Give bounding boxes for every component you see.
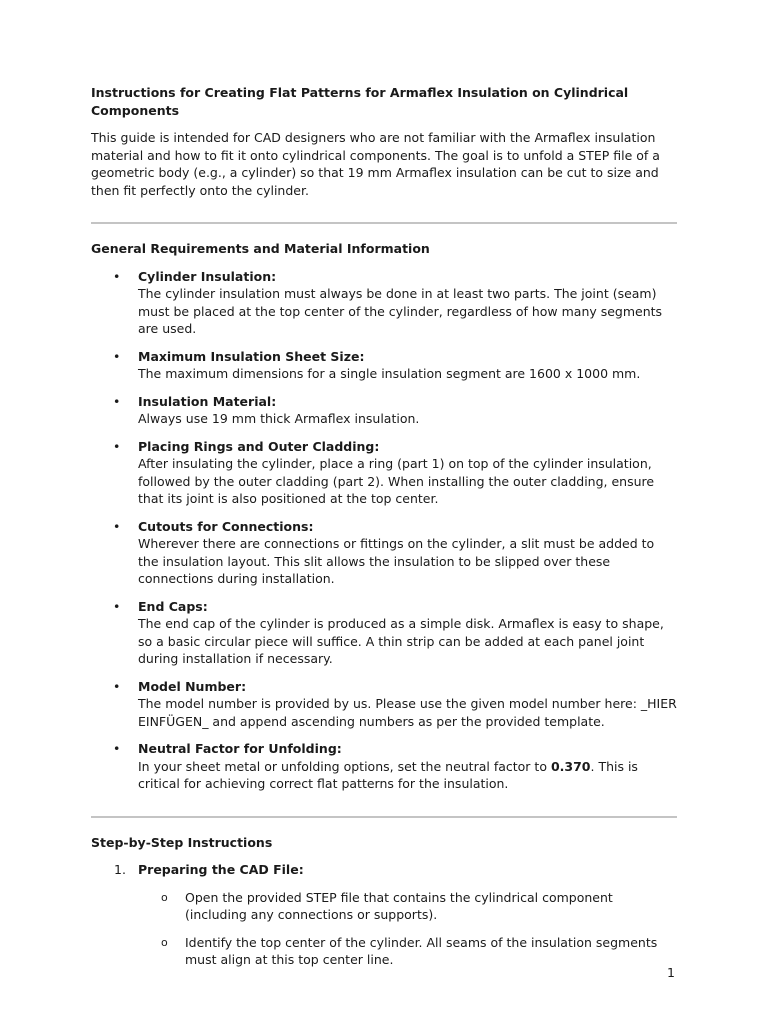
sub-item bbox=[138, 934, 677, 969]
bullet-icon: • bbox=[113, 438, 121, 454]
item-heading: Maximum Insulation Sheet Size: bbox=[138, 348, 365, 364]
general-section-heading: General Requirements and Material Information bbox=[91, 241, 430, 256]
item-heading: End Caps: bbox=[138, 598, 208, 614]
sub-item-text: Open the provided STEP file that contains the cylindrical component (including any connections or supports). bbox=[185, 889, 613, 922]
list-item bbox=[91, 438, 677, 508]
list-item bbox=[91, 348, 677, 383]
bullet-icon: • bbox=[113, 268, 121, 284]
item-heading: Model Number: bbox=[138, 678, 247, 694]
bullet-icon: • bbox=[113, 598, 121, 614]
item-heading: Placing Rings and Outer Cladding: bbox=[138, 438, 380, 454]
item-body: The model number is provided by us. Please use the given model number here: _HIER EINFÜGEN_ and append ascending numbers as per the provided template. bbox=[138, 696, 677, 729]
document-title: Instructions for Creating Flat Patterns for Armaflex Insulation on Cylindrical Components bbox=[91, 85, 629, 118]
circle-bullet-icon: o bbox=[161, 890, 168, 904]
sub-item bbox=[138, 889, 677, 924]
steps-section-heading: Step-by-Step Instructions bbox=[91, 834, 273, 850]
item-heading: Cutouts for Connections: bbox=[138, 518, 314, 534]
item-body: Always use 19 mm thick Armaflex insulation. bbox=[138, 411, 420, 426]
list-item bbox=[91, 518, 677, 588]
bullet-icon: • bbox=[113, 518, 121, 534]
list-item bbox=[91, 268, 677, 338]
bullet-icon: • bbox=[113, 741, 121, 756]
general-requirements-list bbox=[91, 268, 677, 793]
item-body bbox=[138, 758, 677, 793]
step-item bbox=[91, 861, 677, 969]
item-body: After insulating the cylinder, place a ring (part 1) on top of the cylinder insulation, followed by the outer cladding (part 2). When installing the outer cladding, ensure that its joint is also positioned at the top center. bbox=[138, 456, 655, 506]
list-item bbox=[91, 393, 677, 428]
document-page bbox=[91, 84, 677, 979]
item-heading: Cylinder Insulation: bbox=[138, 268, 277, 284]
bullet-icon: • bbox=[113, 348, 121, 364]
item-body: The end cap of the cylinder is produced as a simple disk. Armaflex is easy to shape, so a basic circular piece will suffice. A thin strip can be added at each panel joint during installation if necessary. bbox=[138, 616, 664, 666]
neutral-text-after: . This is critical for achieving correct flat patterns for the insulation. bbox=[138, 758, 638, 791]
list-item bbox=[91, 678, 677, 731]
section-divider bbox=[91, 222, 677, 224]
section-divider bbox=[91, 816, 677, 818]
neutral-factor-value: 0.370 bbox=[550, 758, 591, 774]
item-body: The maximum dimensions for a single insulation segment are 1600 x 1000 mm. bbox=[138, 366, 641, 381]
step-heading: Preparing the CAD File: bbox=[138, 862, 304, 877]
list-item bbox=[91, 598, 677, 668]
item-heading: Neutral Factor for Unfolding: bbox=[138, 741, 342, 756]
neutral-text-before: In your sheet metal or unfolding options, set the neutral factor to bbox=[138, 758, 551, 774]
item-heading: Insulation Material: bbox=[138, 393, 277, 409]
intro-paragraph: This guide is intended for CAD designers who are not familiar with the Armaflex insulation material and how to fit it onto cylindrical components. The goal is to unfold a STEP file of a geometric body (e.g., a cylinder) so that 19 mm Armaflex insulation can be cut to size and then fit perfectly onto the cylinder. bbox=[91, 130, 660, 198]
page-number: 1 bbox=[667, 965, 675, 980]
step-number: 1. bbox=[114, 862, 126, 877]
list-item bbox=[91, 740, 677, 793]
bullet-icon: • bbox=[113, 678, 121, 694]
steps-list bbox=[91, 861, 677, 969]
bullet-icon: • bbox=[113, 393, 121, 409]
sub-list bbox=[138, 889, 677, 969]
circle-bullet-icon: o bbox=[161, 935, 168, 949]
item-body: Wherever there are connections or fittings on the cylinder, a slit must be added to the insulation layout. This slit allows the insulation to be slipped over these connections during installation. bbox=[138, 536, 655, 586]
sub-item-text: Identify the top center of the cylinder. All seams of the insulation segments must align at this top center line. bbox=[185, 934, 658, 967]
item-body: The cylinder insulation must always be done in at least two parts. The joint (seam) must be placed at the top center of the cylinder, regardless of how many segments are used. bbox=[138, 286, 663, 336]
